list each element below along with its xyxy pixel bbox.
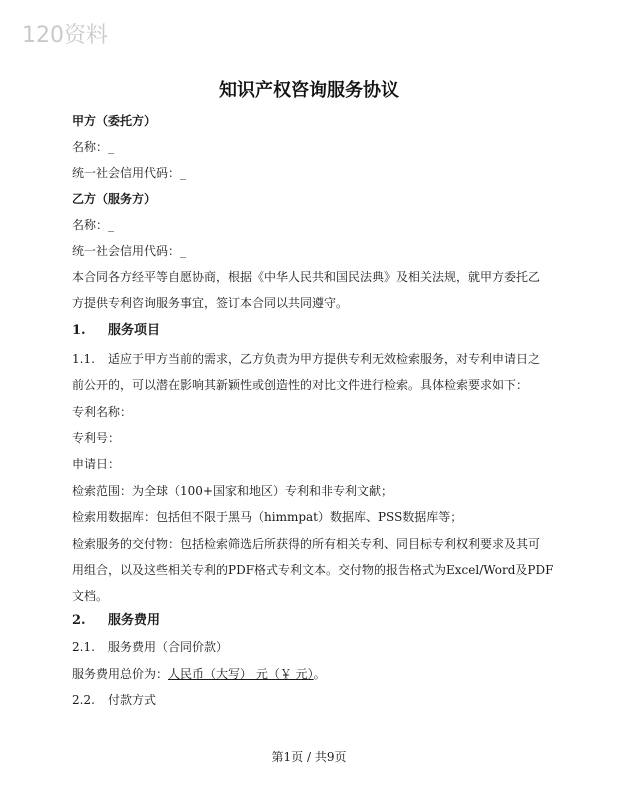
fee-label: 服务费用总价为： (72, 667, 169, 681)
document-title: 知识产权咨询服务协议 (219, 80, 399, 101)
party-b-credit-code: 统一社会信用代码：_ (72, 244, 187, 258)
search-database: 检索用数据库：包括但不限于黑马（himmpat）数据库、PSS数据库等； (72, 510, 463, 524)
clause-1-1-line-1: 适应于甲方当前的需求，乙方负责为甲方提供专利无效检索服务，对专利申请日之 (108, 352, 541, 366)
clause-2-1-number: 2.1. (72, 640, 95, 654)
clause-2-2 (72, 693, 156, 707)
party-a-heading: 甲方（委托方） (72, 114, 157, 128)
clause-1-1-number: 1.1. (72, 352, 95, 366)
intro-line-1: 本合同各方经平等自愿协商，根据《中华人民共和国民法典》及相关法规，就甲方委托乙 (72, 270, 541, 284)
watermark: 120资料 (22, 23, 108, 48)
section2-title: 服务费用 (108, 613, 161, 628)
party-b-name: 名称：_ (72, 218, 115, 232)
clause-2-2-number: 2.2. (72, 693, 95, 707)
section2-heading (72, 614, 160, 628)
clause-2-2-title: 付款方式 (108, 693, 157, 707)
section1-title: 服务项目 (108, 323, 161, 338)
application-date: 申请日： (72, 457, 121, 471)
party-a-credit-code: 统一社会信用代码：_ (72, 166, 187, 180)
clause-2-1 (72, 640, 228, 654)
fee-value: 人民币（大写） 元（￥ 元） (168, 667, 314, 681)
fee-end: 。 (313, 667, 326, 681)
party-a-name: 名称：_ (72, 140, 115, 154)
party-b-heading: 乙方（服务方） (72, 192, 157, 206)
section2-number: 2. (72, 613, 86, 628)
page-footer: 第1页 / 共9页 (271, 750, 347, 764)
intro-line-2: 方提供专利咨询服务事宜，签订本合同以共同遵守。 (72, 296, 349, 310)
deliverable-line-2: 用组合，以及这些相关专利的PDF格式专利文本。交付物的报告格式为Excel/Word及PDF (72, 563, 554, 577)
deliverable-line-3: 文档。 (72, 589, 109, 603)
section1-heading (72, 324, 160, 338)
patent-number: 专利号： (72, 431, 121, 445)
clause-2-1-title: 服务费用（合同价款） (108, 640, 229, 654)
clause-1-1 (72, 352, 540, 366)
patent-name: 专利名称： (72, 405, 133, 419)
clause-1-1-line-2: 前公开的，可以潜在影响其新颖性或创造性的对比文件进行检索。具体检索要求如下： (72, 378, 529, 392)
deliverable-line-1: 检索服务的交付物：包括检索筛选后所获得的所有相关专利、同目标专利权利要求及其可 (72, 537, 541, 551)
search-scope: 检索范围：为全球（100+国家和地区）专利和非专利文献； (72, 484, 393, 498)
fee-total-line (72, 667, 326, 681)
section1-number: 1. (72, 323, 86, 338)
